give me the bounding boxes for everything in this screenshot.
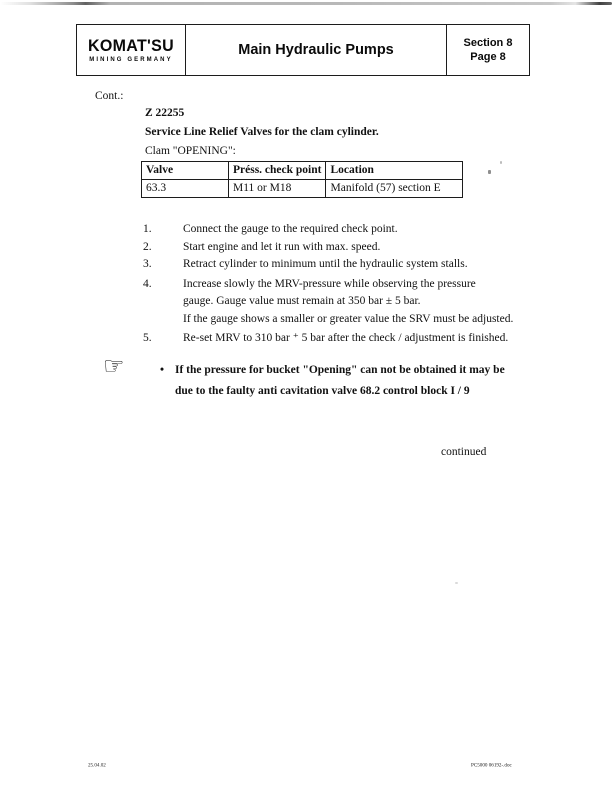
- page-number-label: Page 8: [470, 51, 506, 63]
- step-number: 3.: [143, 258, 152, 270]
- note-text: If the pressure for bucket "Opening" can not be obtained it may be: [175, 364, 505, 376]
- step-2: [143, 239, 543, 257]
- important-note: [160, 360, 505, 402]
- topic-heading: Service Line Relief Valves for the clam cylinder.: [145, 126, 379, 138]
- page-title: Main Hydraulic Pumps: [238, 42, 394, 58]
- bullet-icon: •: [160, 364, 165, 376]
- step-text: Increase slowly the MRV-pressure while observing the pressure: [183, 277, 476, 290]
- pointing-hand-icon: ☞: [103, 354, 125, 380]
- footer-filename: PC5000 06192-.doc: [471, 763, 512, 769]
- step-text: If the gauge shows a smaller or greater value the SRV must be adjusted.: [183, 312, 514, 325]
- step-text: Connect the gauge to the required check point.: [183, 223, 398, 235]
- step-text: Re-set MRV to 310 bar ⁺ 5 bar after the check / adjustment is finished.: [183, 332, 509, 344]
- logo-subtitle: MINING GERMANY: [89, 56, 173, 63]
- step-number: 4.: [143, 277, 152, 290]
- step-text: gauge. Gauge value must remain at 350 bar ± 5 bar.: [183, 295, 421, 307]
- drawing-reference: Z 22255: [145, 107, 185, 119]
- section-label: Section 8: [463, 37, 513, 49]
- column-header-valve: Valve: [142, 162, 229, 180]
- procedure-steps: [143, 221, 543, 348]
- cell-check-point: M11 or M18: [229, 180, 326, 198]
- komatsu-logo: [77, 25, 186, 75]
- step-text: Retract cylinder to minimum until the hydraulic system stalls.: [183, 258, 468, 270]
- table-header-row: [142, 162, 463, 180]
- valve-spec-table: [141, 161, 463, 198]
- header-title-cell: [186, 25, 447, 75]
- cell-valve: 63.3: [142, 180, 229, 198]
- table-row: [142, 180, 463, 198]
- continuation-label: Cont.:: [95, 90, 124, 102]
- step-text: Start engine and let it run with max. speed.: [183, 240, 381, 253]
- step-4: [143, 276, 543, 329]
- step-number: 2.: [143, 240, 152, 253]
- scan-speck: [455, 582, 458, 584]
- column-header-check-point: Préss. check point: [229, 162, 326, 180]
- page-header: [76, 24, 530, 76]
- logo-wordmark: KOMAT'SU: [88, 37, 174, 55]
- scan-speck: [500, 161, 502, 164]
- step-number: 5.: [143, 332, 152, 344]
- header-section-cell: [447, 25, 529, 75]
- topic-subheading: Clam "OPENING":: [145, 145, 236, 157]
- scan-speck: [488, 170, 491, 174]
- step-number: 1.: [143, 223, 152, 235]
- note-text: due to the faulty anti cavitation valve 68.2 control block I / 9: [175, 385, 470, 397]
- column-header-location: Location: [326, 162, 463, 180]
- step-1: [143, 221, 543, 239]
- step-3: [143, 256, 543, 274]
- scan-artifact-top-edge: [0, 2, 612, 5]
- cell-location: Manifold (57) section E: [326, 180, 463, 198]
- continued-label: continued: [441, 446, 487, 458]
- footer-date: 25.04.02: [88, 763, 106, 769]
- step-5: [143, 330, 543, 348]
